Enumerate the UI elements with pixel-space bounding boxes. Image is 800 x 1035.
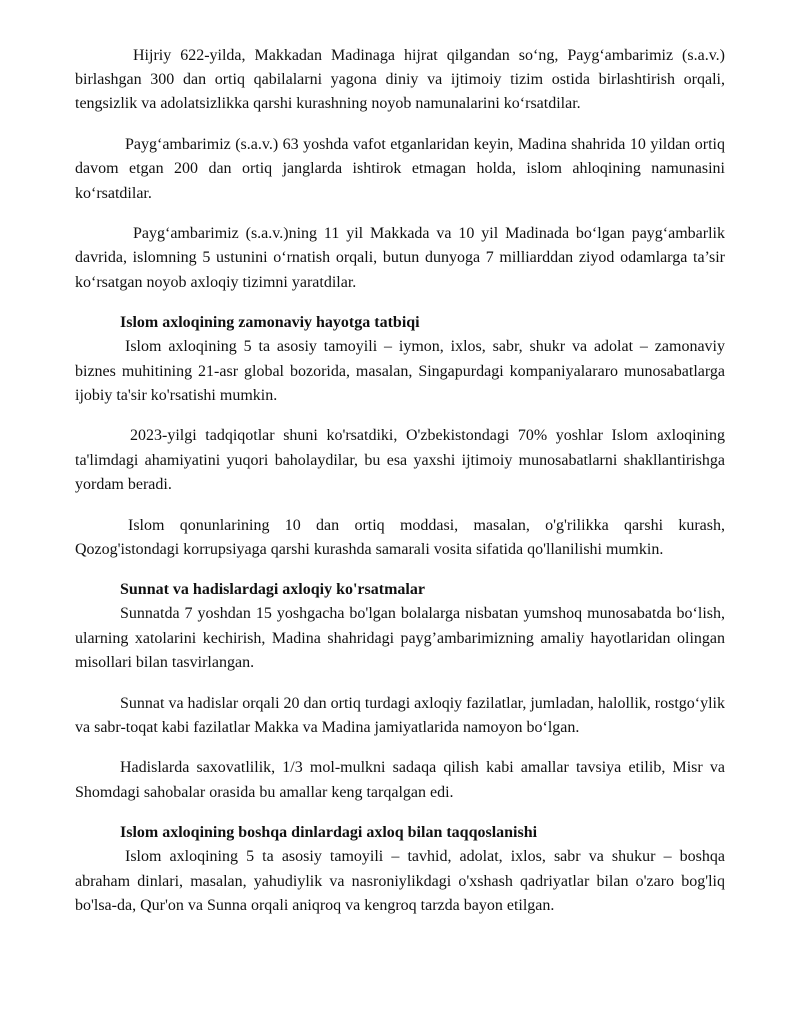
- section2-paragraph-3: Hadislarda saxovatlilik, 1/3 mol-mulkni sadaqa qilish kabi amallar tavsiya etilib, Misr va Shomdagi sahobalar orasida bu amallar keng tarqalgan edi.: [75, 759, 725, 801]
- section-heading-comparison: Islom axloqining boshqa dinlardagi axloq bilan taqqoslanishi: [120, 824, 538, 842]
- section-heading-modern-life: Islom axloqining zamonaviy hayotga tatbiqi: [120, 314, 420, 332]
- intro-paragraph-2: Payg‘ambarimiz (s.a.v.) 63 yoshda vafot etganlaridan keyin, Madina shahrida 10 yildan ortiq davom etgan 200 dan ortiq janglarda ishtirok etmagan holda, islom ahloqining namunasini ko‘rsatdilar.: [75, 136, 725, 202]
- document-page: [75, 44, 725, 918]
- section1-paragraph-1: Islom axloqining 5 ta asosiy tamoyili – iymon, ixlos, sabr, shukr va adolat – zamonaviy biznes muhitining 21-asr global bozorida, masalan, Singapurdagi kompaniyalararo munosabatlarga ijobiy ta'sir ko'rsatishi mumkin.: [75, 338, 725, 404]
- intro-paragraph-3: Payg‘ambarimiz (s.a.v.)ning 11 yil Makkada va 10 yil Madinada bo‘lgan payg‘ambarlik davrida, islomning 5 ustunini o‘rnatish orqali, butun dunyoga 7 milliarddan ziyod odamlarga ta’sir ko‘rsatgan noyob axloqiy tizimni yaratdilar.: [75, 225, 725, 291]
- intro-paragraph-1: Hijriy 622-yilda, Makkadan Madinaga hijrat qilgandan so‘ng, Payg‘ambarimiz (s.a.v.) birlashgan 300 dan ortiq qabilalarni yagona diniy va ijtimoiy tizim ostida birlashtirish orqali, tengsizlik va adolatsizlikka qarshi kurashning noyob namunalarini ko‘rsatdilar.: [75, 47, 725, 113]
- section3-paragraph-1: Islom axloqining 5 ta asosiy tamoyili – tavhid, adolat, ixlos, sabr va shukur – boshqa abraham dinlari, masalan, yahudiylik va nasroniylikdagi o'xshash qadriyatlar bilan o'zaro bog'liq bo'lsa-da, Qur'on va Sunna orqali aniqroq va kengroq tarzda bayon etilgan.: [75, 848, 725, 914]
- section2-paragraph-2: Sunnat va hadislar orqali 20 dan ortiq turdagi axloqiy fazilatlar, jumladan, halollik, rostgo‘ylik va sabr-toqat kabi fazilatlar Makka va Madina jamiyatlarida namoyon bo‘lgan.: [75, 694, 725, 736]
- section-heading-sunnah-hadith: Sunnat va hadislardagi axloqiy ko'rsatmalar: [120, 581, 425, 599]
- section2-paragraph-1: Sunnatda 7 yoshdan 15 yoshgacha bo'lgan bolalarga nisbatan yumshoq munosabatda bo‘lish, ularning xatolarini kechirish, Madina shahridagi payg’ambarimizning amaliy hayotlaridan olingan misollari bilan tasvirlangan.: [75, 605, 725, 671]
- section1-paragraph-3: Islom qonunlarining 10 dan ortiq moddasi, masalan, o'g'rilikka qarshi kurash, Qozog'istondagi korrupsiyaga qarshi kurashda samarali vosita sifatida qo'llanilishi mumkin.: [75, 516, 725, 558]
- section1-paragraph-2: 2023-yilgi tadqiqotlar shuni ko'rsatdiki, O'zbekistondagi 70% yoshlar Islom axloqining ta'limdagi ahamiyatini yuqori baholaydilar, bu esa yaxshi ijtimoiy munosabatlarni shakllantirishga yordam beradi.: [75, 427, 725, 493]
